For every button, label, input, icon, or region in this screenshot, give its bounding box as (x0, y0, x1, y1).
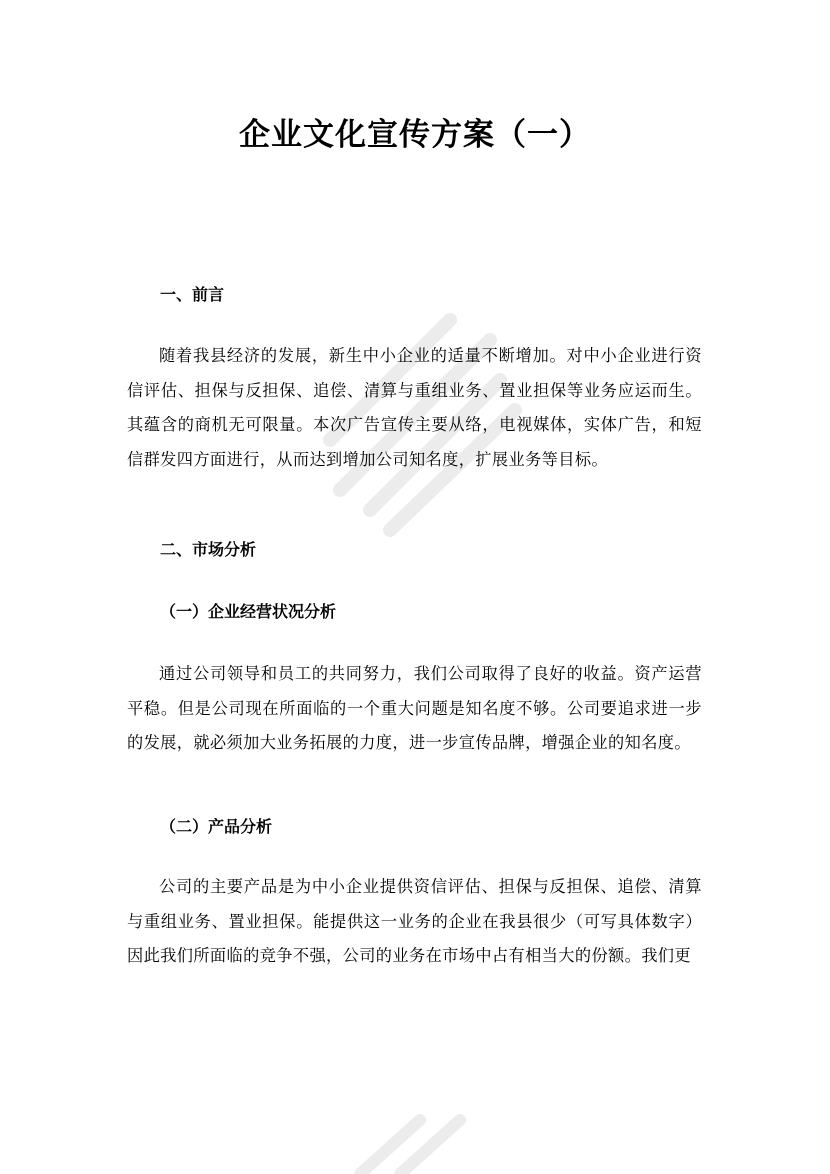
subsection-heading-product: （二）产品分析 (160, 817, 273, 836)
section-heading-preface: 一、前言 (160, 285, 225, 304)
watermark-logo-icon (330, 1110, 510, 1174)
paragraph-preface: 随着我县经济的发展，新生中小企业的适量不断增加。对中小企业进行资信评估、担保与反担保、追偿、清算与重组业务、置业担保等业务应运而生。其蕴含的商机无可限量。本次广告宣传主要从络，电视媒体，实体广告，和短信群发四方面进行，从而达到增加公司知名度，扩展业务等目标。 (127, 346, 702, 469)
paragraph-product: 公司的主要产品是为中小企业提供资信评估、担保与反担保、追偿、清算与重组业务、置业担保。能提供这一业务的企业在我县很少（可写具体数字）因此我们所面临的竞争不强，公司的业务在市场中占有相当大的份额。我们更 (127, 877, 702, 965)
paragraph-operation: 通过公司领导和员工的共同努力，我们公司取得了良好的收益。资产运营平稳。但是公司现在所面临的一个重大问题是知名度不够。公司要追求进一步的发展，就必须加大业务拓展的力度，进一步宣传品牌，增强企业的知名度。 (127, 664, 702, 752)
document-title: 企业文化宣传方案（一） (239, 117, 591, 153)
watermark-bottom (330, 1110, 510, 1174)
section-heading-market: 二、市场分析 (160, 540, 257, 559)
subsection-heading-operation: （一）企业经营状况分析 (160, 602, 337, 621)
